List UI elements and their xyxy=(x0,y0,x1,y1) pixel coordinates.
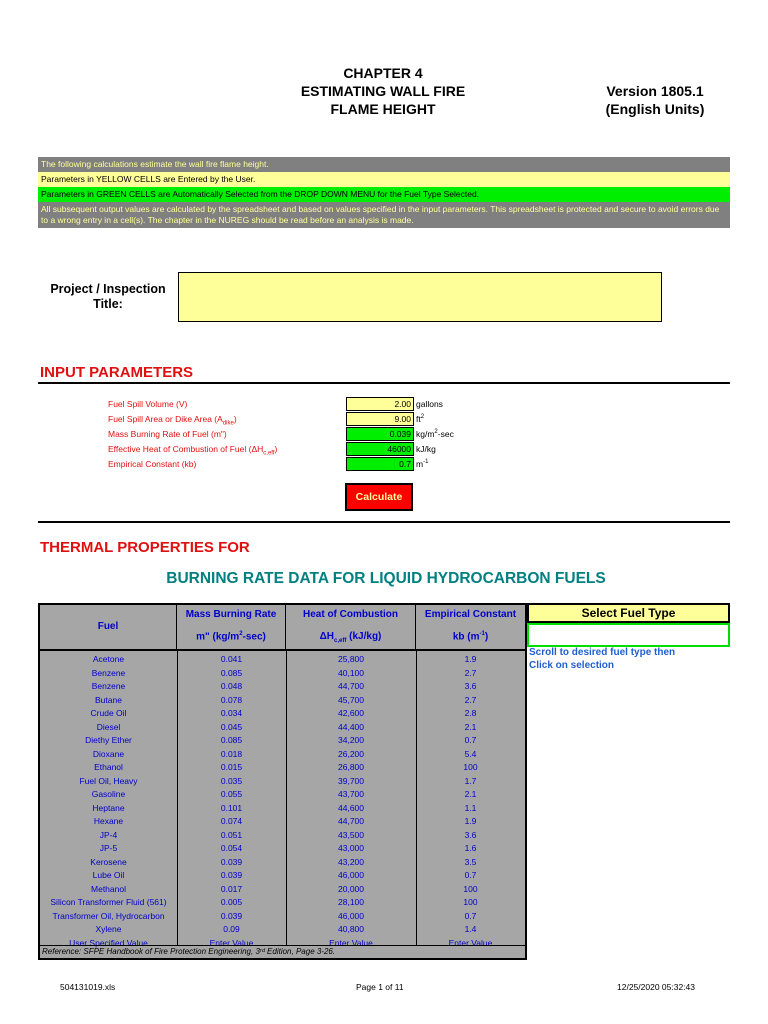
table-row xyxy=(40,910,525,924)
cell-mass-burning-rate: 0.074 xyxy=(220,816,243,826)
cell-empirical-constant: Enter Value xyxy=(448,937,493,948)
column-header-fuel: Fuel xyxy=(40,605,177,649)
cell-heat-of-combustion: 46,000 xyxy=(338,870,364,880)
cell-fuel: Hexane xyxy=(93,816,124,826)
note-protection: All subsequent output values are calculated by the spreadsheet and based on values specified in the input parameters. This spreadsheet is protected and secure to avoid errors due to a wrong entry in a cell(s). The chapter in the NUREG should be read before an analysis is made. xyxy=(38,202,730,228)
cell-fuel: Gasoline xyxy=(91,789,126,799)
footer-filename: 504131019.xls xyxy=(60,982,116,992)
cell-mass-burning-rate: 0.039 xyxy=(220,910,243,921)
cell-heat-of-combustion: 43,700 xyxy=(338,789,364,799)
param-label-spill-area: Fuel Spill Area or Dike Area $(A_{dike})$ xyxy=(108,414,237,427)
version-block xyxy=(570,82,740,118)
table-body xyxy=(40,653,525,950)
cell-mass-burning-rate: 0.101 xyxy=(220,802,243,813)
cell-mass-burning-rate: Enter Value xyxy=(209,937,254,948)
cell-heat-of-combustion: 40,100 xyxy=(338,667,364,678)
cell-mass-burning-rate: 0.034 xyxy=(220,708,243,718)
cell-fuel: Dioxane xyxy=(92,748,125,759)
project-label-line-1: Project / Inspection xyxy=(50,282,166,296)
cell-mass-burning-rate: 0.055 xyxy=(220,789,243,799)
burning-rate-subtitle: BURNING RATE DATA FOR LIQUID HYDROCARBON FUELS xyxy=(166,570,606,587)
cell-fuel: JP-4 xyxy=(99,829,118,840)
cell-heat-of-combustion: 25,800 xyxy=(338,654,364,664)
cell-empirical-constant: 0.7 xyxy=(464,870,477,880)
table-row xyxy=(40,707,525,721)
cell-fuel: Benzene xyxy=(91,681,126,691)
title-line-1: ESTIMATING WALL FIRE xyxy=(300,83,466,99)
note-green-cells: Parameters in GREEN CELLS are Automatically Selected from the DROP DOWN MENU for the Fuel Type Selected. xyxy=(38,187,730,202)
cell-empirical-constant: 1.9 xyxy=(464,654,477,664)
param-label-empirical-constant: Empirical Constant (kb) xyxy=(108,459,197,469)
cell-fuel: Butane xyxy=(95,694,122,705)
cell-fuel: Xylene xyxy=(95,924,122,934)
fuel-select-hint xyxy=(529,646,729,672)
cell-fuel: User Specified Value xyxy=(69,937,148,948)
cell-fuel: Diesel xyxy=(96,721,121,732)
table-row xyxy=(40,788,525,802)
fuel-properties-table xyxy=(38,603,527,960)
param-input-spill-area[interactable]: 9.00 xyxy=(346,412,414,426)
column-header-empirical-constant: Empirical Constant kb $(m^{-1})$ xyxy=(424,609,517,643)
section-divider xyxy=(38,382,730,384)
param-value-empirical-constant: 0.7 xyxy=(346,457,414,471)
title-line-2: FLAME HEIGHT xyxy=(330,101,436,117)
cell-mass-burning-rate: 0.015 xyxy=(220,762,243,772)
cell-heat-of-combustion: 44,700 xyxy=(338,681,364,691)
note-intro: The following calculations estimate the wall fire flame height. xyxy=(38,157,730,172)
cell-empirical-constant: 1.9 xyxy=(464,816,477,826)
cell-empirical-constant: 1.6 xyxy=(464,843,477,853)
table-row xyxy=(40,815,525,829)
table-row xyxy=(40,923,525,937)
project-title-label xyxy=(40,282,176,312)
cell-empirical-constant: 2.7 xyxy=(464,667,477,678)
units-label: (English Units) xyxy=(605,101,705,117)
param-input-spill-volume[interactable]: 2.00 xyxy=(346,397,414,411)
cell-empirical-constant: 2.1 xyxy=(464,721,477,732)
cell-fuel: Methanol xyxy=(91,883,126,894)
cell-mass-burning-rate: 0.051 xyxy=(220,829,243,840)
select-fuel-type-label: Select Fuel Type xyxy=(527,603,730,623)
param-value-burning-rate: 0.039 xyxy=(346,427,414,441)
cell-fuel: Transformer Oil, Hydrocarbon xyxy=(52,910,165,921)
table-reference: Reference: SFPE Handbook of Fire Protection Engineering, 3ʳᵈ Edition, Page 3-26. xyxy=(40,945,525,958)
cell-empirical-constant: 100 xyxy=(463,762,478,772)
chapter-label: CHAPTER 4 xyxy=(343,65,423,81)
cell-mass-burning-rate: 0.078 xyxy=(220,694,243,705)
fuel-type-dropdown[interactable] xyxy=(527,623,730,647)
cell-heat-of-combustion: 20,000 xyxy=(338,883,364,894)
table-row xyxy=(40,761,525,775)
cell-empirical-constant: 0.7 xyxy=(464,735,477,745)
version-label: Version 1805.1 xyxy=(606,83,704,99)
table-row xyxy=(40,721,525,735)
table-row xyxy=(40,680,525,694)
section-divider xyxy=(38,521,730,523)
footer-page-number: Page 1 of 11 xyxy=(356,982,404,992)
cell-fuel: Fuel Oil, Heavy xyxy=(79,775,138,786)
cell-empirical-constant: 1.7 xyxy=(464,775,477,786)
cell-empirical-constant: 2.7 xyxy=(464,694,477,705)
cell-fuel: Diethy Ether xyxy=(85,735,132,745)
thermal-properties-heading: THERMAL PROPERTIES FOR xyxy=(40,539,250,556)
table-row xyxy=(40,802,525,816)
param-label-burning-rate: Mass Burning Rate of Fuel (m") xyxy=(108,429,227,439)
cell-heat-of-combustion: 46,000 xyxy=(338,910,364,921)
instruction-notes xyxy=(38,157,730,228)
column-header-heat-of-combustion: Heat of Combustion $\Delta H_{c,eff}$ (kJ/kg) xyxy=(286,605,416,649)
cell-fuel: Kerosene xyxy=(90,856,127,867)
cell-mass-burning-rate: 0.039 xyxy=(220,870,243,880)
cell-empirical-constant: 5.4 xyxy=(464,748,477,759)
cell-mass-burning-rate: 0.005 xyxy=(220,897,243,907)
param-unit-heat-of-combustion: kJ/kg xyxy=(416,444,436,454)
cell-heat-of-combustion: 34,200 xyxy=(338,735,364,745)
table-row xyxy=(40,842,525,856)
cell-mass-burning-rate: 0.039 xyxy=(220,856,243,867)
table-row xyxy=(40,734,525,748)
cell-fuel: Benzene xyxy=(91,667,126,678)
param-unit-burning-rate: $kg/m^2-\sec$ xyxy=(416,429,454,439)
cell-empirical-constant: 100 xyxy=(463,883,478,894)
cell-fuel: Crude Oil xyxy=(90,708,127,718)
cell-mass-burning-rate: 0.085 xyxy=(220,735,243,745)
table-row xyxy=(40,667,525,681)
header-divider xyxy=(40,649,525,651)
project-label-line-2: Title: xyxy=(93,297,123,311)
note-yellow-cells: Parameters in YELLOW CELLS are Entered by the User. xyxy=(38,172,730,187)
cell-empirical-constant: 3.5 xyxy=(464,856,477,867)
cell-mass-burning-rate: 0.045 xyxy=(220,721,243,732)
table-row xyxy=(40,883,525,897)
table-row xyxy=(40,748,525,762)
table-row xyxy=(40,653,525,667)
cell-mass-burning-rate: 0.048 xyxy=(220,681,243,691)
param-unit-spill-volume: gallons xyxy=(416,399,443,409)
table-row xyxy=(40,869,525,883)
cell-heat-of-combustion: 26,200 xyxy=(338,748,364,759)
param-value-heat-of-combustion: 46000 xyxy=(346,442,414,456)
cell-empirical-constant: 2.8 xyxy=(464,708,477,718)
cell-empirical-constant: 3.6 xyxy=(464,681,477,691)
cell-heat-of-combustion: 45,700 xyxy=(338,694,364,705)
cell-mass-burning-rate: 0.085 xyxy=(220,667,243,678)
cell-empirical-constant: 1.1 xyxy=(464,802,477,813)
cell-fuel: Lube Oil xyxy=(92,870,125,880)
hint-line-1: Scroll to desired fuel type then xyxy=(529,647,676,658)
cell-heat-of-combustion: 42,600 xyxy=(338,708,364,718)
cell-heat-of-combustion: 43,000 xyxy=(338,843,364,853)
document-title xyxy=(230,64,536,118)
input-parameters-heading: INPUT PARAMETERS xyxy=(40,364,194,381)
hint-line-2: Click on selection xyxy=(529,660,615,671)
cell-empirical-constant: 1.4 xyxy=(464,924,477,934)
table-row xyxy=(40,694,525,708)
cell-mass-burning-rate: 0.017 xyxy=(220,883,243,894)
cell-fuel: Acetone xyxy=(92,654,125,664)
table-row xyxy=(40,856,525,870)
cell-heat-of-combustion: 43,500 xyxy=(338,829,364,840)
cell-empirical-constant: 100 xyxy=(463,897,478,907)
cell-fuel: Ethanol xyxy=(94,762,123,772)
calculate-button[interactable]: Calculate xyxy=(345,483,413,511)
cell-heat-of-combustion: 44,700 xyxy=(338,816,364,826)
footer-timestamp: 12/25/2020 05:32:43 xyxy=(617,982,695,992)
table-row xyxy=(40,829,525,843)
param-label-spill-volume: Fuel Spill Volume (V) xyxy=(108,399,188,409)
cell-heat-of-combustion: 40,800 xyxy=(338,924,364,934)
cell-mass-burning-rate: 0.09 xyxy=(223,924,240,934)
cell-fuel: JP-5 xyxy=(99,843,118,853)
cell-mass-burning-rate: 0.041 xyxy=(220,654,243,664)
project-title-input[interactable] xyxy=(178,272,662,322)
cell-fuel: Silicon Transformer Fluid (561) xyxy=(50,897,167,907)
cell-heat-of-combustion: 43,200 xyxy=(338,856,364,867)
cell-heat-of-combustion: 44,600 xyxy=(338,802,364,813)
table-header xyxy=(40,605,525,649)
cell-fuel: Heptane xyxy=(92,802,125,813)
table-row xyxy=(40,775,525,789)
cell-heat-of-combustion: 28,100 xyxy=(338,897,364,907)
cell-empirical-constant: 0.7 xyxy=(464,910,477,921)
cell-mass-burning-rate: 0.035 xyxy=(220,775,243,786)
table-row xyxy=(40,896,525,910)
column-header-mass-burning-rate: Mass Burning Rate m" $(kg/m^2-\sec)$ xyxy=(177,605,286,649)
cell-heat-of-combustion: 44,400 xyxy=(338,721,364,732)
param-unit-empirical-constant: $m^{-1}$ xyxy=(416,459,429,469)
cell-empirical-constant: 2.1 xyxy=(464,789,477,799)
cell-mass-burning-rate: 0.018 xyxy=(220,748,243,759)
cell-heat-of-combustion: Enter Value xyxy=(329,937,373,948)
param-unit-spill-area: $ft^2$ xyxy=(416,414,425,424)
cell-mass-burning-rate: 0.054 xyxy=(220,843,243,853)
cell-empirical-constant: 3.6 xyxy=(464,829,477,840)
param-label-heat-of-combustion: Effective Heat of Combustion of Fuel $(\Delta H_{c,eff})$ xyxy=(108,444,278,457)
cell-heat-of-combustion: 39,700 xyxy=(338,775,364,786)
cell-heat-of-combustion: 26,800 xyxy=(338,762,364,772)
